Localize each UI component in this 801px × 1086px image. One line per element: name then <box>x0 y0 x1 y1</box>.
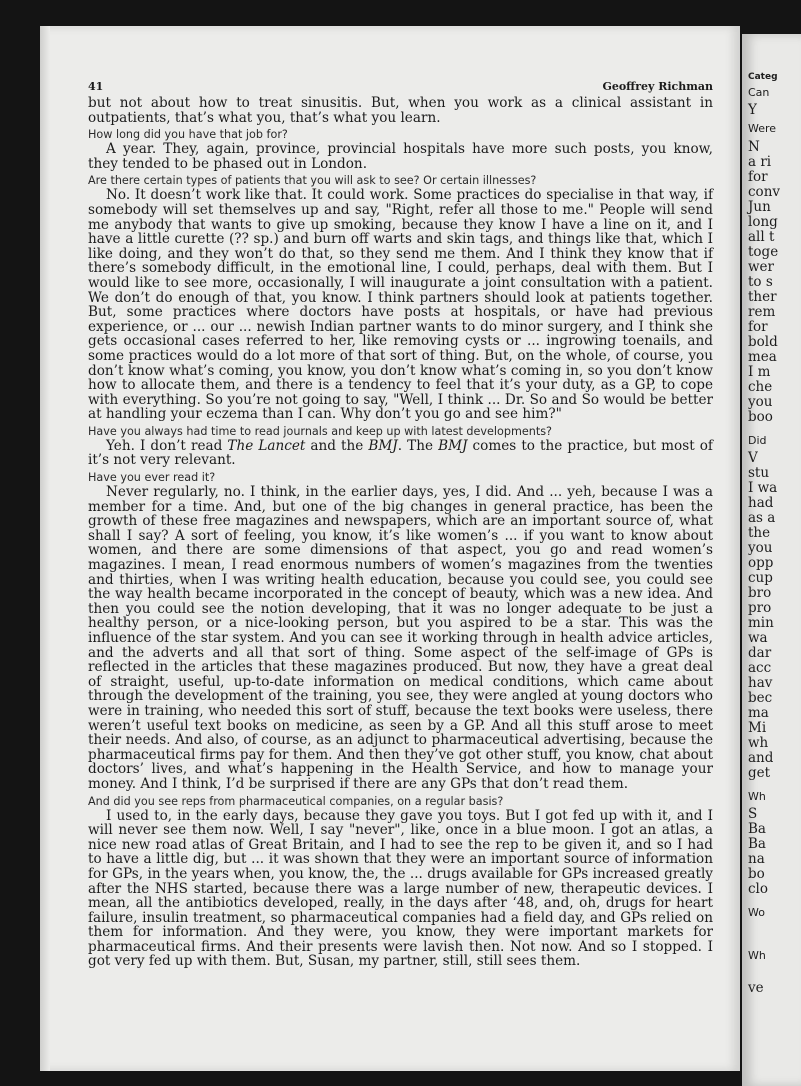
right-page-text-fragment: Jun <box>748 199 771 215</box>
right-page-text-fragment: wer <box>748 259 774 275</box>
right-page-text-fragment: pro <box>748 600 772 616</box>
right-page-text-fragment: toge <box>748 244 779 260</box>
right-page-text-fragment: for <box>748 169 768 185</box>
right-page-text-fragment: Y <box>748 102 757 118</box>
right-page-text-fragment: as a <box>748 510 776 526</box>
right-page-text-fragment: to s <box>748 274 773 290</box>
right-page-text-fragment: Did <box>748 434 767 447</box>
interview-question: And did you see reps from pharmaceutical companies, on a regular basis? <box>88 794 504 808</box>
right-page-text-fragment: S <box>748 806 758 822</box>
right-page-text-fragment: V <box>748 450 758 466</box>
right-page-text-fragment: I m <box>748 364 771 380</box>
right-page-text-fragment: ve <box>748 980 764 996</box>
right-page-text-fragment: Were <box>748 122 777 135</box>
right-page-text-fragment: na <box>748 851 765 867</box>
answer-text: comes to the practice, but most of it’s not very relevant. <box>88 437 713 469</box>
right-page-text-fragment: min <box>748 615 774 631</box>
right-page-text-fragment: mea <box>748 349 777 365</box>
right-page-text-fragment: ther <box>748 289 777 305</box>
right-page-text-fragment: bro <box>748 585 772 601</box>
journal-title: The Lancet <box>227 437 306 454</box>
right-page-text-fragment: clo <box>748 881 769 897</box>
text-body <box>88 96 713 969</box>
right-page-text-fragment: you <box>748 540 773 556</box>
right-page-text-fragment: Wh <box>748 949 766 962</box>
right-page <box>742 34 801 1086</box>
answer-paragraph: but not about how to treat sinusitis. But, when you work as a clinical assistant in outpatients, that’s what you, that’s what you learn. <box>88 95 713 126</box>
interview-question: Are there certain types of patients that you will ask to see? Or certain illnesses? <box>88 174 537 188</box>
right-page-text-fragment: the <box>748 525 771 541</box>
running-head-author: Geoffrey Richman <box>602 80 713 93</box>
right-page-text-fragment: Wh <box>748 790 766 803</box>
right-page-text-fragment: hav <box>748 675 773 691</box>
page-edge-shadow <box>40 26 50 1071</box>
right-page-text-fragment: N <box>748 139 760 155</box>
answer-paragraph: Never regularly, no. I think, in the earlier days, yes, I did. And ... yeh, because I was a member for a time. And, but one of the big changes in general practice, has been the growth of these free magazines and newspapers, which are an important source of, what shall I say? A sort of feeling, you know, it’s like women’s ... if you want to know about women, and there are some dimensions of that aspect, you go and read women’s magazines. I mean, I read enormous numbers of women’s magazines from the twenties and thirties, when I was writing health education, because you could see, you could see the way health became incorporated in the concept of beauty, which was a new idea. And then you could see the notion developing, that it was no longer adequate to be just a healthy person, or a nice-looking person, but you aspired to be a star. This was the influence of the star system. And you can see it working through in health advice articles, and the adverts and all that sort of thing. Some aspect of the self-image of GPs is reflected in the articles that these magazines produced. But now, they have a great deal of straight, useful, up-to-date information on medical conditions, which came about through the development of the training, you see, they were angled at young doctors who were in training, who needed this sort of stuff, because the text books were useless, there weren’t useful text books on medicine, as seen by a GP. And all this stuff arose to meet their needs. And also, of course, as an adjunct to pharmaceutical advertising, because the pharmaceutical firms pay for them. And then they’ve got other stuff, you know, chat about doctors’ lives, and what’s happening in the Health Service, and how to manage your money. And I think, I’d be surprised if there are any GPs that don’t read them. <box>88 484 713 792</box>
right-page-text-fragment: get <box>748 765 771 781</box>
answer-paragraph: No. It doesn’t work like that. It could work. Some practices do specialise in that way, if somebody will set themselves up and say, "Right, refer all those to me." People will send me anybody that wants to give up smoking, because they know I have a line on it, and I have a little curette (?? sp.) and burn off warts and skin tags, and things like that, which I like doing, and they won’t do that, so they send me them. And I think they know that if there’s somebody difficult, in the emotional line, I could, perhaps, deal with them. But I would like to see more, occasionally, I will inaugurate a joint consultation with a patient. We don’t do enough of that, you know. I think partners should look at patients together. But, some practices where doctors have posts at hospitals, or have had previous experience, or ... our ... newish Indian partner wants to do minor surgery, and I think she gets occasional cases referred to her, like removing cysts or ... ingrowing toenails, and some practices would do a lot more of that sort of thing. But, on the whole, of course, you don’t know what’s coming, you know, you don’t know what’s coming in, so you don’t know how to allocate them, and there is a tendency to feel that it’s your duty, as a GP, to cope with everything. So you’re not going to say, "Well, I think ... Dr. So and So would be better at handling your eczema than I can. Why don’t you go and see him?" <box>88 187 713 423</box>
right-page-text-fragment: Ba <box>748 821 766 837</box>
right-page-text-fragment: stu <box>748 465 770 481</box>
right-page-text-fragment: boo <box>748 409 773 425</box>
right-page-text-fragment: bo <box>748 866 765 882</box>
answer-text: and the <box>305 437 369 454</box>
answer-paragraph <box>88 439 713 468</box>
answer-paragraph: I used to, in the early days, because they gave you toys. But I got fed up with it, and I will never see them now. Well, I say "never", like, once in a blue moon. I got an atlas, a nice new road atlas of Great Britain, and I had to see the rep to be given it, and so I had to have a little dig, but ... it was shown that they were an important source of information for GPs, in the years when, you know, the, the ... drugs available for GPs increased greatly after the NHS started, because there was a large number of new, therapeutic devices. I mean, all the antibiotics developed, really, in the days after ‘48, and, oh, drugs for heart failure, insulin treatment, so pharmaceutical companies had a field day, and GPs relied on them for information. And they were, you know, they were important markets for pharmaceutical firms. And their presents were lavish then. Not now. And so I stopped. I got very fed up with them. But, Susan, my partner, still, still sees them. <box>88 807 713 970</box>
answer-paragraph: A year. They, again, province, provincial hospitals have more such posts, you know, they tended to be phased out in London. <box>88 141 713 172</box>
right-page-text-fragment: a ri <box>748 154 772 170</box>
right-page-text-fragment: acc <box>748 660 772 676</box>
right-page-text-fragment: and <box>748 750 774 766</box>
right-page-text-fragment: bec <box>748 690 773 706</box>
right-page-text-fragment: long <box>748 214 778 230</box>
right-page-text-fragment: Categ <box>748 72 778 82</box>
right-page-text-fragment: dar <box>748 645 772 661</box>
right-page-text-fragment: che <box>748 379 773 395</box>
right-page-text-fragment: Mi <box>748 720 767 736</box>
right-page-text-fragment: had <box>748 495 774 511</box>
running-head <box>88 80 713 94</box>
interview-question: How long did you have that job for? <box>88 128 288 142</box>
right-page-text-fragment: wa <box>748 630 768 646</box>
right-page-text-fragment: Can <box>748 86 770 99</box>
right-page-text-fragment: Ba <box>748 836 766 852</box>
right-page-text-fragment: for <box>748 319 768 335</box>
right-page-text-fragment: conv <box>748 184 781 200</box>
right-page-text-fragment: I wa <box>748 480 778 496</box>
interview-question: Have you ever read it? <box>88 471 216 485</box>
right-page-text-fragment: you <box>748 394 773 410</box>
right-page-text-fragment: bold <box>748 334 778 350</box>
right-page-text-fragment: cup <box>748 570 773 586</box>
right-page-text-fragment: Wo <box>748 906 765 919</box>
answer-text: . The <box>397 437 439 454</box>
right-page-text-fragment: all t <box>748 229 775 245</box>
journal-title: BMJ <box>438 437 468 454</box>
answer-text: Yeh. I don’t read <box>106 437 228 454</box>
right-page-text-fragment: rem <box>748 304 776 320</box>
right-page-text-fragment: ma <box>748 705 769 721</box>
page-number: 41 <box>88 80 104 93</box>
journal-title: BMJ <box>368 437 398 454</box>
page-content <box>88 80 713 969</box>
interview-question: Have you always had time to read journals and keep up with latest developments? <box>88 424 552 438</box>
right-page-text-fragment: opp <box>748 555 774 571</box>
right-page-text-fragment: wh <box>748 735 769 751</box>
